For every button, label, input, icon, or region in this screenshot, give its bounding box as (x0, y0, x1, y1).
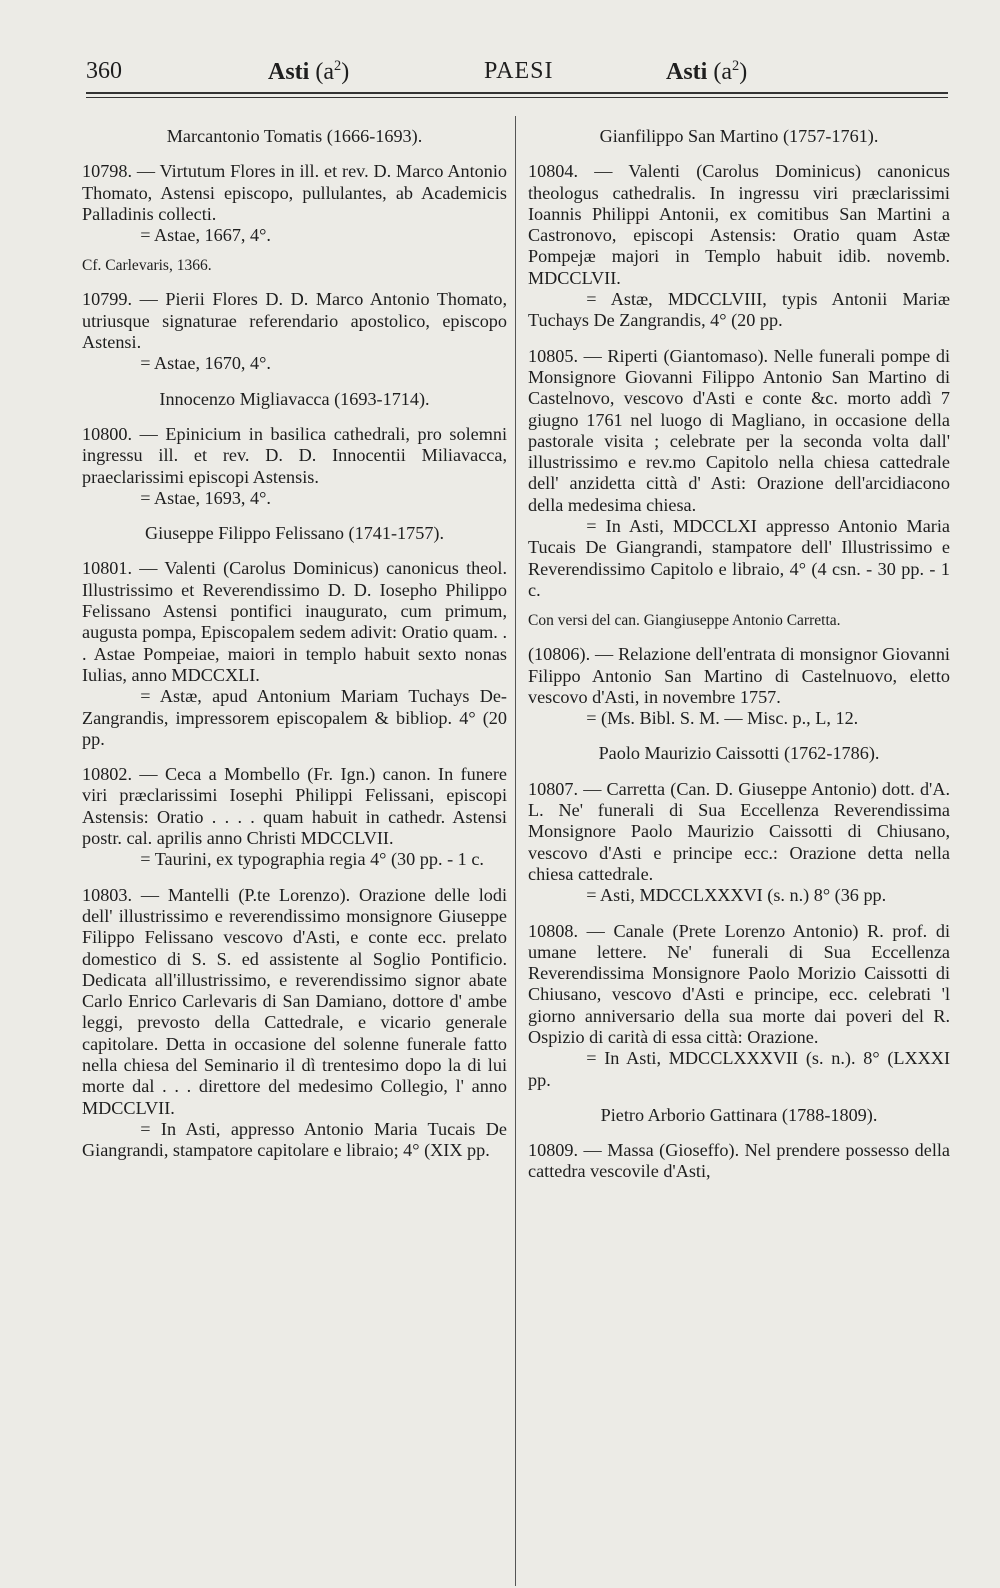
bibliography-entry (82, 161, 507, 246)
header-rule-thick (86, 92, 948, 94)
entry-text: 10801. — Valenti (Carolus Dominicus) canonicus theol. Illustrissimo et Reverendissimo D. D. Iosepho Philippo Felissano Astensi pontifici inaugurato, cum primum, augusta pompa, Episcopalem sedem adivit: Oratio quam. . . Astae Pompeiae, maiori in templo habuit sexto nonas Iulias, anno MDCCXLI. (82, 558, 507, 685)
entry-text: 10799. — Pierii Flores D. D. Marco Antonio Thomato, utriusque signaturae referendario apostolico, episcopo Astensi. (82, 289, 507, 353)
entry-note: Cf. Carlevaris, 1366. (82, 257, 212, 275)
bibliography-entry (528, 779, 950, 907)
entry-imprint: = Astae, 1667, 4°. (140, 225, 271, 246)
section-heading: Marcantonio Tomatis (1666-1693). (166, 126, 423, 146)
section-heading: Gianfilippo San Martino (1757-1761). (599, 126, 879, 146)
entry-imprint: = In Asti, MDCCLXI appresso Antonio Maria Tucais De Giangrandi, stampatore dell' Illustrissimo e Reverendissimo Capitolo e libraio, 4° (4 csn. - 30 pp. - 1 c. (528, 516, 950, 600)
section-heading: Giuseppe Filippo Felissano (1741-1757). (144, 523, 445, 544)
entry-text: 10800. — Epinicium in basilica cathedrali, pro solemni ingressu ill. et rev. D. D. Innocentii Miliavacca, praeclarissimi episcopi Astensis. (82, 423, 507, 487)
entry-imprint: = (Ms. Bibl. S. M. — Misc. p., L, 12. (586, 708, 859, 729)
entry-imprint: = Astae, 1693, 4°. (140, 487, 271, 508)
bibliography-entry (82, 764, 507, 870)
entry-imprint: = In Asti, MDCCLXXXVII (s. n.). 8° (LXXXI pp. (528, 1048, 950, 1090)
running-head-left-title: Asti (268, 59, 310, 85)
right-column (528, 120, 950, 1197)
running-head-right (666, 58, 747, 86)
entry-imprint: = Astæ, MDCCLVIII, typis Antonii Mariæ Tuchays De Zangrandis, 4° (20 pp. (528, 289, 950, 331)
section-heading: Paolo Maurizio Caissotti (1762-1786). (598, 743, 880, 764)
running-head-right-close: ) (739, 59, 748, 85)
running-head (86, 52, 948, 92)
section-heading: Innocenzo Migliavacca (1693-1714). (159, 388, 430, 409)
running-head-center: PAESI (484, 58, 554, 84)
bibliography-entry (528, 644, 950, 729)
entry-imprint: = Asti, MDCCLXXXVI (s. n.) 8° (36 pp. (586, 885, 887, 906)
running-head-left (268, 58, 349, 86)
bibliography-entry (82, 289, 507, 374)
bibliography-entry (528, 161, 950, 331)
column-divider (515, 116, 516, 1586)
bibliography-entry (528, 1140, 950, 1183)
entry-imprint: = Astæ, apud Antonium Mariam Tuchays De-Zangrandis, impressorem episcopalem & bibliop. 4° (20 pp. (82, 686, 507, 749)
bibliography-entry (528, 346, 950, 602)
bibliography-entry (82, 424, 507, 509)
entry-imprint: = Astae, 1670, 4°. (140, 353, 271, 374)
entry-text: 10798. — Virtutum Flores in ill. et rev. D. Marco Antonio Thomato, Astensi episcopo, pullulantes, ab Academicis Palladinis collecti. (82, 161, 507, 224)
bibliography-entry (528, 921, 950, 1091)
entry-text: 10803. — Mantelli (P.te Lorenzo). Orazione delle lodi dell' illustrissimo e reverendissimo monsignore Giuseppe Filippo Felissano vescovo d'Asti, e conte ecc. prelato domestico di S. S. ed assistente al Soglio Pontificio. Dedicata all'illustrissimo, e reverendissimo signor abate Carlo Enrico Carlevaris di San Damiano, dottore d' ambe leggi, prevosto della Cattedrale, e vicario generale capitolare. Detta in occasione del solenne funerale fatto nella chiesa del Seminario il dì trentesimo dopo la di lui morte dal . . . direttore del medesimo Collegio, l' anno MDCCLVII. (82, 884, 507, 1118)
running-head-left-sup: 2 (334, 58, 342, 74)
running-head-left-suffix: (a (315, 59, 334, 85)
running-head-right-title: Asti (666, 59, 708, 85)
running-head-right-suffix: (a (713, 59, 732, 85)
entry-imprint: = Taurini, ex typographia regia 4° (30 pp. - 1 c. (140, 849, 484, 870)
section-heading: Pietro Arborio Gattinara (1788-1809). (600, 1104, 878, 1125)
entry-text: 10807. — Carretta (Can. D. Giuseppe Antonio) dott. d'A. L. Ne' funerali di Sua Eccellenza Reverendissima Monsignore Paolo Maurizio Caissotti di Chiusano, vescovo d'Asti e principe ecc.: Orazione detta nella chiesa cattedrale. (528, 778, 950, 884)
entry-text: 10804. — Valenti (Carolus Dominicus) canonicus theologus cathedralis. In ingressu viri præclarissimi Ioannis Philippi Antonii, ex comitibus San Martini a Castronovo, episcopi Astensis: Oratio quam Astæ Pompejæ majori in Templo habuit idib. novemb. MDCCLVII. (528, 161, 950, 288)
entry-note: Con versi del can. Giangiuseppe Antonio Carretta. (528, 612, 841, 630)
running-head-left-close: ) (341, 59, 350, 85)
entry-imprint: = In Asti, appresso Antonio Maria Tucais De Giangrandi, stampatore capitolare e libraio; 4° (XIX pp. (82, 1118, 507, 1161)
running-head-right-sup: 2 (732, 58, 740, 74)
page-number: 360 (86, 58, 122, 84)
entry-text: 10805. — Riperti (Giantomaso). Nelle funerali pompe di Monsignore Giovanni Filippo Antonio San Martino di Castelnovo, vescovo d'Asti e conte &c. morto addì 7 giugno 1761 nel luogo di Magliano, in occasione della pastorale visita ; celebrate per la seconda volta dall' illustrissimo e rev.mo Capitolo nella chiesa cattedrale dell' anzidetta città d' Asti: Orazione dell'arcidiacono della medesima chiesa. (528, 345, 950, 515)
entry-text: (10806). — Relazione dell'entrata di monsignor Giovanni Filippo Antonio San Martino di Castelnuovo, eletto vescovo d'Asti, in novembre 1757. (528, 644, 950, 707)
header-rule-thin (86, 97, 948, 98)
bibliography-entry (82, 885, 507, 1162)
bibliography-entry (82, 558, 507, 750)
entry-text: 10809. — Massa (Gioseffo). Nel prendere possesso della cattedra vescovile d'Asti, (528, 1140, 950, 1182)
entry-text: 10808. — Canale (Prete Lorenzo Antonio) R. prof. di umane lettere. Ne' funerali di Sua Eccellenza Reverendissima Monsignore Paolo Morizio Caissotti di Chiusano, vescovo d'Asti e principe, ecc. celebrati 'l giorno anniversario della sua morte dai poveri del R. Ospizio di carità di essa città: Orazione. (528, 920, 950, 1047)
left-column (82, 120, 507, 1175)
entry-text: 10802. — Ceca a Mombello (Fr. Ign.) canon. In funere viri præclarissimi Iosephi Philippi Felissani, episcopi Astensis: Oratio . . . . quam habuit in cathedr. Astensi postr. cal. aprilis anno Christi MDCCLVII. (82, 764, 507, 849)
